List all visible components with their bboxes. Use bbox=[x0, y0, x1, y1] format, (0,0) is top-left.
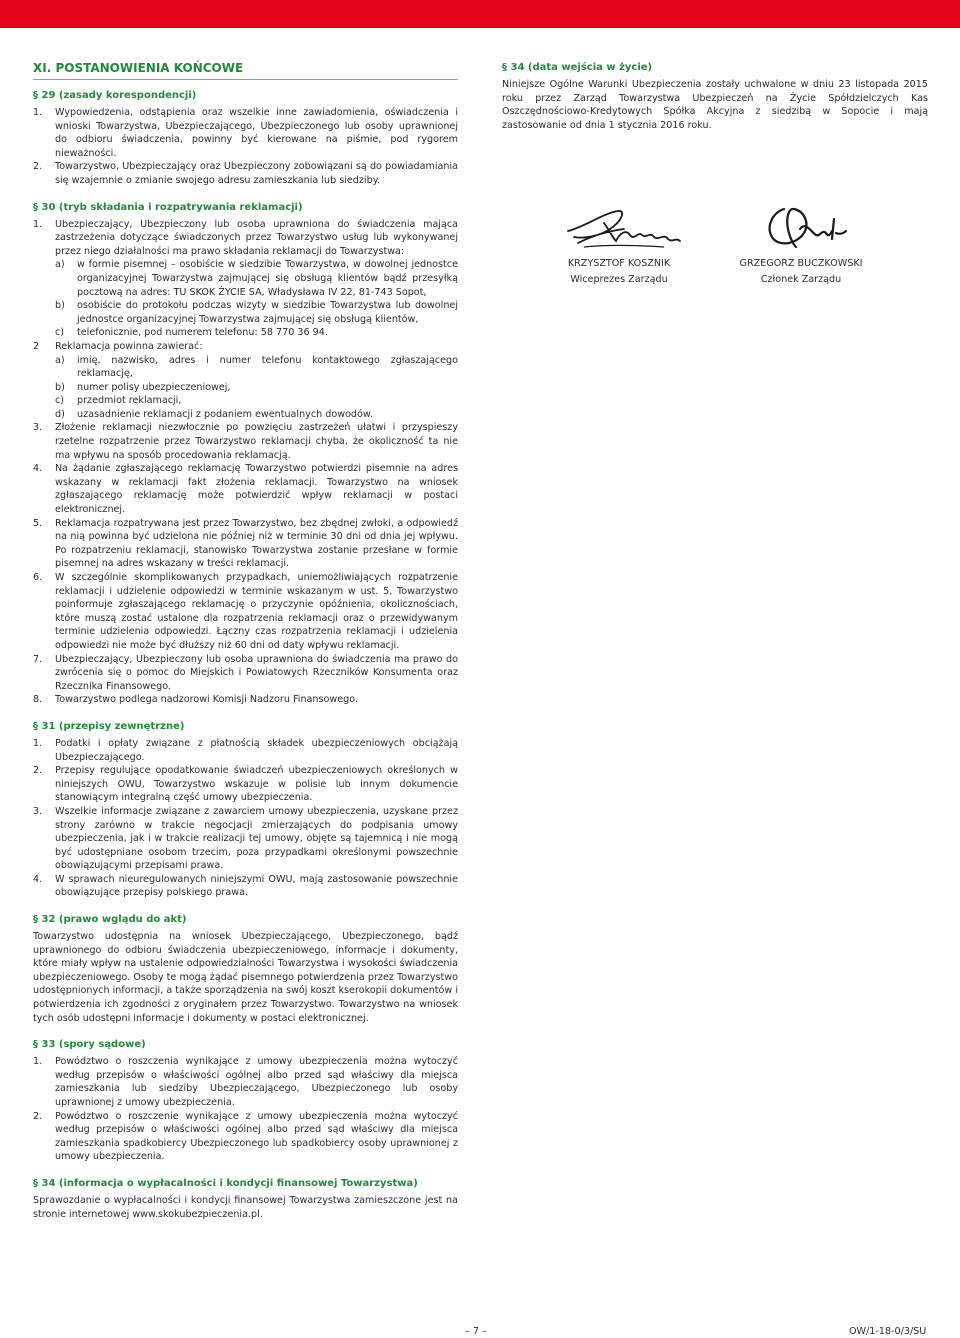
section-paragraph: Towarzystwo udostępnia na wniosek Ubezpieczającego, Ubezpieczonego, bądź uprawnionego do odbioru świadczenia ubezpieczeniowego, informacje i dokumenty, które miały wpływ na ustalenie odpowiedzialności Towarzystwa i wysokości świadczenia ubezpieczeniowego. Osoby te mogą żądać pisemnego potwierdzenia przez Towarzystwo udostępnionych informacji, a także sporządzenia na swój koszt kserokopii dokumentów i potwierdzenia ich zgodności z oryginałem przez Towarzystwo. Towarzystwo na wniosek tych osób udostępni informacje i dokumenty w postaci elektronicznej. bbox=[33, 931, 458, 1024]
item-text: Powództwo o roszczenie wynikające z umowy ubezpieczenia można wytoczyć według przepisów o właściwości ogólnej albo przed sąd właściwy dla miejsca zamieszkania spadkobiercy Ubezpieczonego lub spadkobiercy osoby uprawnionej z umowy ubezpieczenia. bbox=[55, 1110, 458, 1163]
item-number: 2 bbox=[33, 340, 40, 352]
item-number: 3. bbox=[33, 805, 43, 817]
sub-item-letter: d) bbox=[55, 408, 65, 420]
page-number: – 7 – bbox=[465, 1326, 487, 1337]
item-number: 4. bbox=[33, 873, 43, 885]
item-text: Reklamacja rozpatrywana jest przez Towarzystwo, bez zbędnej zwłoki, a odpowiedź na nią powinna być udzielona nie później niż w terminie 30 dni od dnia jej wpływu. Po rozpatrzeniu reklamacji, stanowisko Towarzystwa zostanie przesłane w formie pisemnej na adres wskazany w treści reklamacji. bbox=[55, 517, 458, 570]
sub-item bbox=[55, 381, 458, 395]
right-column bbox=[502, 61, 928, 335]
item-text: Wypowiedzenia, odstąpienia oraz wszelkie inne zawiadomienia, oświadczenia i wnioski Towarzystwa, Ubezpieczającego, Ubezpieczonego lub osoby uprawnionej do odbioru świadczenia, powinny być kierowane na piśmie, pod rygorem nieważności. bbox=[55, 107, 458, 159]
section bbox=[33, 1038, 458, 1164]
section-title: § 34 (data wejścia w życie) bbox=[502, 62, 653, 73]
list-item bbox=[33, 693, 458, 707]
list-item bbox=[33, 106, 458, 160]
section bbox=[33, 89, 458, 188]
list-item bbox=[33, 653, 458, 694]
item-text: Towarzystwo podlega nadzorowi Komisji Nadzoru Finansowego. bbox=[55, 694, 358, 706]
item-text: W szczególnie skomplikowanych przypadkach, uniemożliwiających rozpatrzenie reklamacji i udzielenie odpowiedzi w terminie wskazanym w ust. 5, Towarzystwo poinformuje zgłaszającego reklamację o przyczynie opóźnienia, okolicznościach, które muszą zostać ustalone dla rozpatrzenia reklamacji oraz o przewidywanym terminie udzielenia odpowiedzi. Łączny czas rozpatrzenia reklamacji i udzielenia odpowiedzi nie może być dłuższy niż 60 dni od daty wpływu reklamacji. bbox=[55, 572, 458, 651]
section bbox=[33, 913, 458, 1025]
chapter-title: XI. POSTANOWIENIA KOŃCOWE bbox=[33, 60, 458, 80]
document-code: OW/1-18-0/3/SU bbox=[849, 1326, 927, 1337]
list-item bbox=[33, 873, 458, 900]
section-title: § 34 (informacja o wypłacalności i kondycji finansowej Towarzystwa) bbox=[33, 1177, 418, 1189]
list-item bbox=[33, 218, 458, 259]
list-item bbox=[33, 160, 458, 187]
sub-item bbox=[55, 394, 458, 408]
item-number: 5. bbox=[33, 517, 43, 529]
sub-item-letter: b) bbox=[55, 381, 65, 393]
item-number: 3. bbox=[33, 422, 43, 434]
item-number: 4. bbox=[33, 463, 43, 475]
sub-item-text: imię, nazwisko, adres i numer telefonu kontaktowego zgłaszającego reklamację, bbox=[77, 354, 458, 380]
list-item bbox=[33, 805, 458, 873]
sub-item-letter: a) bbox=[55, 354, 65, 366]
brand-top-bar bbox=[0, 0, 960, 28]
sub-item-letter: c) bbox=[55, 395, 65, 407]
item-text: Powództwo o roszczenia wynikające z umowy ubezpieczenia można wytoczyć według przepisów o właściwości ogólnej albo przed sąd właściwy dla miejsca zamieszkania lub siedziby Ubezpieczającego, Ubezpieczonego lub osoby uprawnionej z umowy ubezpieczenia. bbox=[55, 1056, 458, 1108]
item-text: Reklamacja powinna zawierać: bbox=[55, 340, 203, 352]
list-item bbox=[33, 462, 458, 516]
sub-item bbox=[55, 258, 458, 299]
item-text: W sprawach nieuregulowanych niniejszymi OWU, mają zastosowanie powszechnie obowiązujące przepisy polskiego prawa. bbox=[55, 873, 458, 899]
item-number: 8. bbox=[33, 694, 43, 706]
item-number: 1. bbox=[33, 1056, 43, 1068]
list-item bbox=[33, 737, 458, 764]
item-number: 6. bbox=[33, 572, 43, 583]
signature-buczkowski bbox=[764, 199, 848, 251]
sub-item-text: uzasadnienie reklamacji z podaniem ewentualnych dowodów. bbox=[77, 408, 373, 420]
sub-item-text: przedmiot reklamacji, bbox=[77, 395, 182, 407]
item-number: 7. bbox=[33, 653, 43, 665]
item-text: Złożenie reklamacji niezwłocznie po powzięciu zastrzeżeń ułatwi i przyspieszy rzetelne rozpatrzenie przez Towarzystwo reklamacji chyba, że okoliczność ta nie ma wpływu na sposób procedowania reklamacją. bbox=[55, 422, 458, 461]
list-item bbox=[33, 421, 458, 462]
left-column bbox=[33, 60, 458, 1234]
sub-item bbox=[55, 326, 458, 340]
item-number: 2. bbox=[33, 765, 43, 777]
list-item bbox=[33, 517, 458, 571]
item-number: 2. bbox=[33, 161, 43, 173]
section-title: § 29 (zasady korespondencji) bbox=[33, 90, 197, 101]
section-paragraph: Sprawozdanie o wypłacalności i kondycji finansowej Towarzystwa zamieszczone jest na stronie internetowej www.skokubezpieczenia.pl. bbox=[33, 1194, 458, 1220]
item-text: Podatki i opłaty związane z płatnością składek ubezpieczeniowych obciążają Ubezpieczającego. bbox=[55, 737, 458, 763]
left-sections bbox=[33, 89, 458, 1221]
item-text: Towarzystwo, Ubezpieczający oraz Ubezpieczony zobowiązani są do powiadamiania się wzajemnie o zmianie swojego adresu zamieszkania lub siedziby. bbox=[55, 161, 458, 186]
list-item bbox=[33, 571, 458, 653]
sub-item bbox=[55, 299, 458, 326]
list-item bbox=[33, 340, 458, 354]
list-item bbox=[33, 1110, 458, 1164]
signatory-role: Wiceprezes Zarządu bbox=[570, 274, 668, 286]
sub-item-letter: b) bbox=[55, 300, 65, 312]
signatory-name: GRZEGORZ BUCZKOWSKI bbox=[739, 258, 863, 270]
list-item bbox=[33, 764, 458, 805]
list-item bbox=[33, 1055, 458, 1109]
item-number: 1. bbox=[33, 218, 43, 230]
signatures-block bbox=[502, 145, 928, 335]
item-text: Ubezpieczający, Ubezpieczony lub osoba uprawniona do świadczenia mająca zastrzeżenia dotyczące świadczonych przez Towarzystwo usług lub wykonywanej przez niego działalności ma prawo składania reklamacji do Towarzystwa: bbox=[55, 218, 458, 257]
item-text: Na żądanie zgłaszającego reklamację Towarzystwo potwierdzi pisemnie na adres wskazany w reklamacji fakt złożenia reklamacji. Towarzystwo na wniosek zgłaszającego reklamację może potwierdzić wpływ reklamacji w postaci elektronicznej. bbox=[55, 463, 458, 516]
item-text: Przepisy regulujące opodatkowanie świadczeń ubezpieczeniowych określonych w niniejszych OWU, Towarzystwo wskazuje w polisie lub innym dokumencie stanowiącym integralną część umowy ubezpieczenia. bbox=[55, 765, 458, 804]
sub-item-letter: c) bbox=[55, 327, 65, 339]
section-title: § 30 (tryb składania i rozpatrywania reklamacji) bbox=[33, 201, 303, 213]
signatory-2 bbox=[716, 256, 886, 288]
item-text: Wszelkie informacje związane z zawarciem umowy ubezpieczenia, uzyskane przez strony zarówno w trakcie negocjacji zmierzających do podpisania umowy ubezpieczenia, jak i w trakcie realizacji tej umowy, objęte są tajemnicą i nie mogą być udostępniane osobom trzecim, poza przypadkami określonymi powszechnie obowiązującymi przepisami prawa. bbox=[55, 805, 458, 872]
item-number: 1. bbox=[33, 737, 43, 749]
item-number: 1. bbox=[33, 107, 43, 118]
sub-item-text: numer polisy ubezpieczeniowej, bbox=[77, 381, 231, 393]
signature-kosznik bbox=[564, 201, 682, 253]
section-title: § 31 (przepisy zewnętrzne) bbox=[33, 720, 185, 732]
section-effective-date bbox=[502, 61, 928, 132]
section-paragraph: Niniejsze Ogólne Warunki Ubezpieczenia zostały uchwalone w dniu 23 listopada 2015 roku przez Zarząd Towarzystwa Ubezpieczeń na Życie Spółdzielczych Kas Oszczędnościowo-Kredytowych Spółka Akcyjna z siedzibą w Sopocie i mają zastosowanie od dnia 1 stycznia 2016 roku. bbox=[502, 79, 928, 131]
signatory-1 bbox=[534, 256, 704, 288]
sub-item-text: w formie pisemnej – osobiście w siedzibie Towarzystwa, w dowolnej jednostce organizacyjnej Towarzystwa zajmującej się obsługą klientów bądź przesyłką pocztową na adres: TU SKOK ŻYCIE SA, Władysława IV 22, 81-743 Sopot, bbox=[77, 259, 458, 298]
section-title: § 32 (prawo wglądu do akt) bbox=[33, 914, 187, 926]
item-number: 2. bbox=[33, 1110, 43, 1122]
sub-item bbox=[55, 408, 458, 422]
signatory-name: KRZYSZTOF KOSZNIK bbox=[567, 258, 671, 270]
sub-item-text: osobiście do protokołu podczas wizyty w siedzibie Towarzystwa lub dowolnej jednostce organizacyjnej Towarzystwa zajmującej się obsługą klientów, bbox=[77, 300, 458, 325]
section bbox=[33, 201, 458, 707]
item-text: Ubezpieczający, Ubezpieczony lub osoba uprawniona do świadczenia ma prawo do zwrócenia się o pomoc do Miejskich i Powiatowych Rzeczników Konsumenta oraz Rzecznika Finansowego. bbox=[55, 653, 458, 692]
section bbox=[33, 720, 458, 900]
signatory-role: Członek Zarządu bbox=[760, 274, 842, 286]
section bbox=[33, 1177, 458, 1221]
section-title: § 33 (spory sądowe) bbox=[33, 1039, 146, 1051]
sub-item-letter: a) bbox=[55, 259, 65, 271]
sub-item-text: telefonicznie, pod numerem telefonu: 58 770 36 94. bbox=[77, 327, 328, 339]
sub-item bbox=[55, 354, 458, 381]
